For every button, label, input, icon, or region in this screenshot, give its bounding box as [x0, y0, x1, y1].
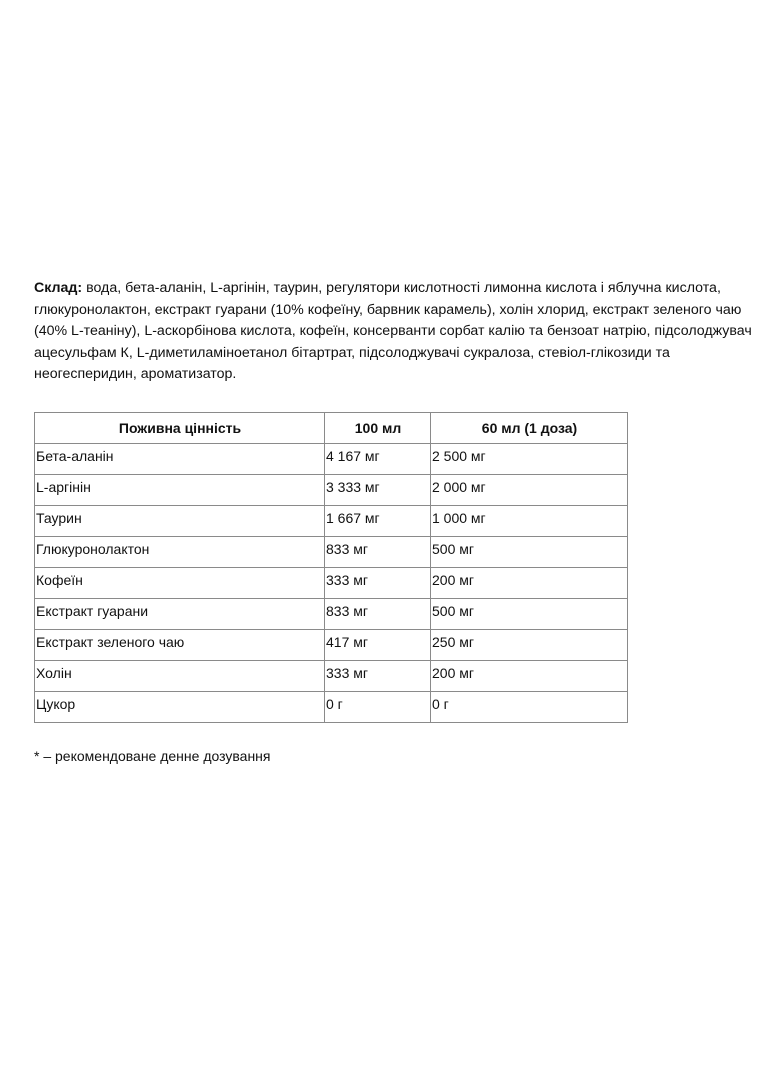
header-per-100ml: 100 мл — [325, 413, 431, 444]
nutrient-name: Глюкуронолактон — [35, 537, 325, 568]
nutrient-name: Холін — [35, 661, 325, 692]
footnote: * – рекомендоване денне дозування — [34, 748, 271, 764]
value-per-dose: 250 мг — [431, 630, 628, 661]
table-row — [35, 506, 628, 537]
nutrient-name: Бета-аланін — [35, 444, 325, 475]
nutrition-table — [34, 412, 628, 723]
value-per-100ml: 3 333 мг — [325, 475, 431, 506]
value-per-dose: 2 500 мг — [431, 444, 628, 475]
value-per-100ml: 1 667 мг — [325, 506, 431, 537]
table-row — [35, 692, 628, 723]
value-per-dose: 2 000 мг — [431, 475, 628, 506]
value-per-100ml: 417 мг — [325, 630, 431, 661]
nutrient-name: Екстракт гуарани — [35, 599, 325, 630]
value-per-dose: 1 000 мг — [431, 506, 628, 537]
header-row — [35, 413, 628, 444]
table-row — [35, 630, 628, 661]
nutrient-name: L-аргінін — [35, 475, 325, 506]
value-per-100ml: 333 мг — [325, 568, 431, 599]
composition-text: вода, бета-аланін, L-аргінін, таурин, регулятори кислотності лимонна кислота і яблучна кислота, глюкуронолактон, екстракт гуарани (10% кофеїну, барвник карамель), холін хлорид, екстракт зеленого чаю (40% L-теаніну), L-аскорбінова кислота, кофеїн, консерванти сорбат калію та бензоат натрію, підсолоджувач ацесульфам К, L-диметиламіноетанол бітартрат, підсолоджувачі сукралоза, стевіол-глікозиди та неогесперидин, ароматизатор. — [34, 280, 752, 382]
table-row — [35, 599, 628, 630]
table-row — [35, 537, 628, 568]
nutrient-name: Таурин — [35, 506, 325, 537]
table-row — [35, 475, 628, 506]
value-per-dose: 500 мг — [431, 537, 628, 568]
table-row — [35, 661, 628, 692]
value-per-dose: 200 мг — [431, 661, 628, 692]
value-per-dose: 200 мг — [431, 568, 628, 599]
value-per-100ml: 833 мг — [325, 537, 431, 568]
value-per-dose: 500 мг — [431, 599, 628, 630]
nutrient-name: Кофеїн — [35, 568, 325, 599]
value-per-100ml: 333 мг — [325, 661, 431, 692]
nutrition-table-body — [35, 444, 628, 723]
nutrition-table-header — [35, 413, 628, 444]
nutrient-name: Екстракт зеленого чаю — [35, 630, 325, 661]
value-per-100ml: 4 167 мг — [325, 444, 431, 475]
nutrient-name: Цукор — [35, 692, 325, 723]
header-per-dose: 60 мл (1 доза) — [431, 413, 628, 444]
composition-label: Склад: — [34, 280, 83, 296]
table-row — [35, 444, 628, 475]
header-nutrient: Поживна цінність — [35, 413, 325, 444]
value-per-dose: 0 г — [431, 692, 628, 723]
value-per-100ml: 833 мг — [325, 599, 431, 630]
table-row — [35, 568, 628, 599]
composition-paragraph — [34, 278, 754, 386]
value-per-100ml: 0 г — [325, 692, 431, 723]
